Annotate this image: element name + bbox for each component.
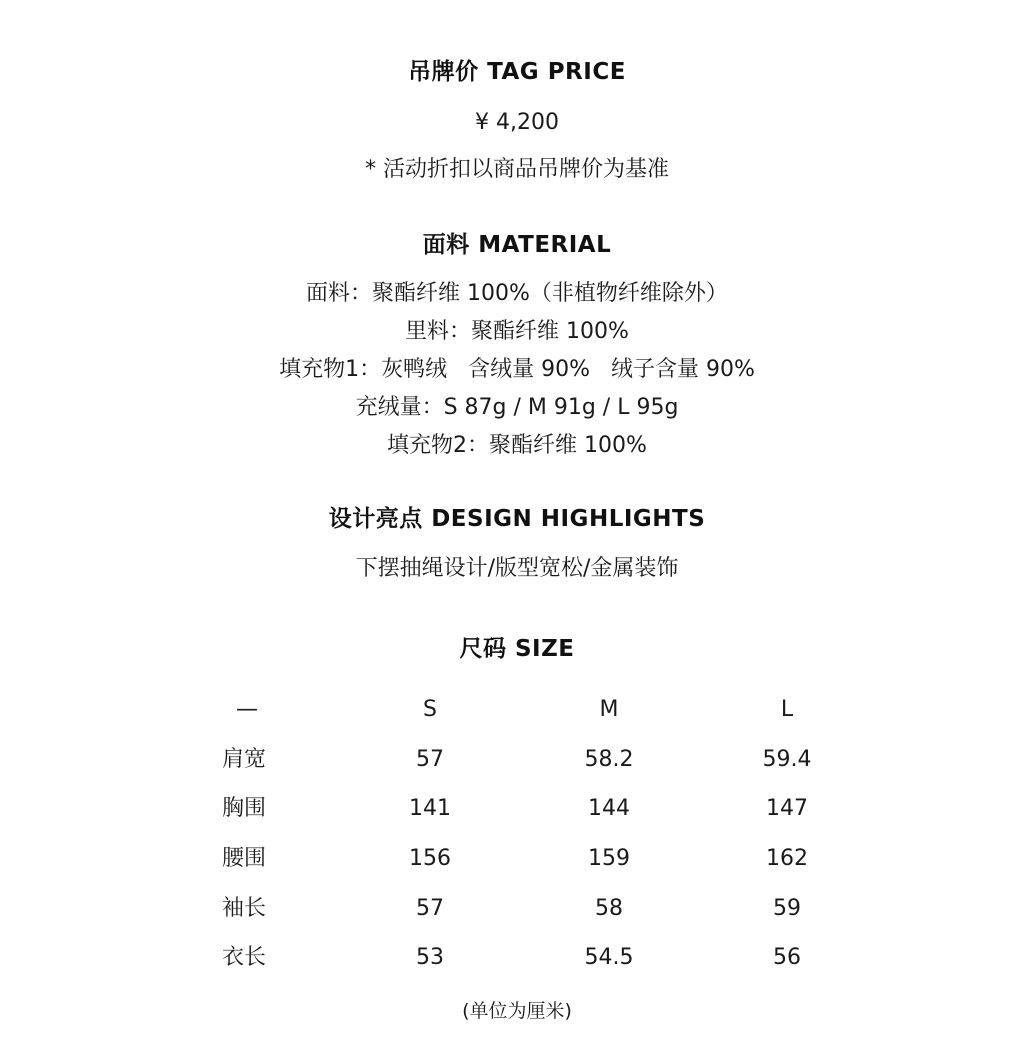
material-heading: 面料 MATERIAL	[422, 232, 612, 258]
size-cell: 54.5	[584, 945, 634, 970]
size-cell: 59	[773, 896, 801, 921]
material-line-filling-2: 填充物2：聚酯纤维 100%	[387, 433, 647, 458]
size-row-label: 胸围	[222, 796, 267, 821]
design-highlights-text: 下摆抽绳设计/版型宽松/金属装饰	[355, 556, 679, 581]
design-heading: 设计亮点 DESIGN HIGHLIGHTS	[328, 506, 706, 532]
material-line-shell: 面料：聚酯纤维 100%（非植物纤维除外）	[306, 281, 728, 306]
size-cell: 156	[409, 846, 451, 871]
size-cell: 58	[595, 896, 623, 921]
size-cell: 57	[416, 896, 444, 921]
size-table-header-l: L	[780, 697, 794, 722]
material-line-filling-1: 填充物1：灰鸭绒 含绒量 90% 绒子含量 90%	[279, 357, 755, 382]
size-cell: 159	[588, 846, 630, 871]
size-cell: 53	[416, 945, 444, 970]
size-cell: 141	[409, 796, 451, 821]
size-table-header-m: M	[599, 697, 619, 722]
size-row-label: 衣长	[222, 945, 267, 970]
tag-price-note: * 活动折扣以商品吊牌价为基准	[365, 157, 669, 182]
size-cell: 162	[766, 846, 808, 871]
size-table-header-s: S	[423, 697, 437, 722]
size-cell: 59.4	[762, 747, 812, 772]
size-cell: 144	[588, 796, 630, 821]
tag-price-value: ¥ 4,200	[475, 110, 559, 135]
size-cell: 57	[416, 747, 444, 772]
size-heading: 尺码 SIZE	[459, 636, 575, 662]
material-line-fill-weight: 充绒量：S 87g / M 91g / L 95g	[355, 395, 679, 420]
size-row-label: 袖长	[222, 896, 267, 921]
tag-price-heading: 吊牌价 TAG PRICE	[408, 59, 626, 85]
size-table-header-corner: —	[236, 697, 258, 722]
size-cell: 147	[766, 796, 808, 821]
size-cell: 58.2	[584, 747, 634, 772]
size-row-label: 腰围	[222, 846, 267, 871]
size-unit-note: (单位为厘米)	[462, 1000, 572, 1022]
size-row-label: 肩宽	[222, 747, 267, 772]
material-line-lining: 里料：聚酯纤维 100%	[405, 319, 629, 344]
size-cell: 56	[773, 945, 801, 970]
